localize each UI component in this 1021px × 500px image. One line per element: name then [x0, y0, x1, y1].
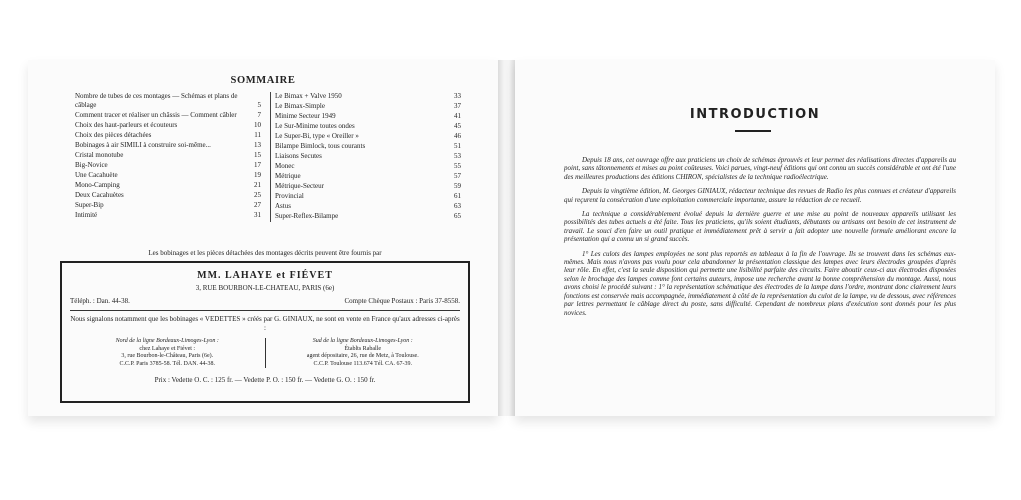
toc-entry: Comment tracer et réaliser un châssis — Comment câbler 7 — [75, 111, 261, 119]
toc-entry: Le Bimax + Valve 1950 33 — [275, 92, 461, 100]
depots-row — [70, 338, 460, 368]
intro-paragraph: Depuis 18 ans, cet ouvrage offre aux praticiens un choix de schémas éprouvés et leur permet des réalisations directes d'appareils au point, sans tâtonnements et mises au point coûteuses. Voici parues, vingt-neuf éditions qui ont connu un succès considérable et ont été l'une des meilleures productions des éditions CHIRON, spécialistes de la technique radioélectrique. — [564, 156, 956, 181]
vedettes-notice: Nous signalons notamment que les bobinages « VEDETTES » créés par G. GINIAUX, ne sont en vente en France qu'aux adresses ci-après : — [70, 315, 460, 332]
sommaire-title: SOMMAIRE — [230, 75, 296, 86]
introduction-title: INTRODUCTION — [689, 107, 821, 122]
toc-entry: Choix des pièces détachées 11 — [75, 131, 261, 139]
toc-entry: Bobinages à air SIMILI à construire soi-même... 13 — [75, 141, 261, 149]
toc-entry: Intimité 31 — [75, 211, 261, 219]
toc-entry: Provincial 61 — [275, 192, 461, 200]
toc-column-2 — [270, 92, 461, 222]
phone-text: Téléph. : Dan. 44-38. — [70, 297, 130, 305]
depot-line: Établts Raballe — [344, 345, 381, 352]
toc-entry: Choix des haut-parleurs et écouteurs 10 — [75, 121, 261, 129]
toc-entry: Liaisons Secutes 53 — [275, 152, 461, 160]
intro-paragraph: 1° Les culots des lampes employées ne sont plus reportés en tableaux à la fin de l'ouvrage. Ils se trouvent dans les schémas eux-mêmes. Mais nous n'avons pas voulu pour cela abandonner la présentation classique des lampes avec leurs électrodes groupées d'après leur rôle. En effet, c'est la seule disposition qui permette une lisibilité parfaite des circuits. Faire aboutir ceux-ci aux électrodes disposées selon le brochage des lampes comme font certains auteurs, impose une recherche avant la bonne compréhension du montage. Aussi, nous avons choisi le procédé suivant : 1° la représentation schématique des électrodes de la lampe dans l'ordre, montrant donc clairement leurs fonctions est conservée mais accompagnée, immédiatement à côté de la représentation du culot de la lampe, vu de dessous, avec références par lettres permettant le câblage direct du poste, sans difficulté. Cependant de nombreux plans d'exécution sont donnés pour les plus novices. — [564, 249, 956, 317]
toc-entry: Super-Bip 27 — [75, 201, 261, 209]
toc-entry: Monec 55 — [275, 162, 461, 170]
toc-entry: Mono-Camping 21 — [75, 181, 261, 189]
contact-row — [70, 297, 460, 306]
toc-entry: Minime Secteur 1949 41 — [275, 112, 461, 120]
depot-line: chez Lahaye et Fiévet : — [139, 345, 196, 352]
company-address: 3, RUE BOURBON-LE-CHATEAU, PARIS (6e) — [195, 284, 335, 292]
depot-heading: Nord de la ligne Bordeaux-Limoges-Lyon : — [115, 338, 219, 344]
toc-entry: Astus 63 — [275, 202, 461, 210]
price-line: Prix : Vedette O. C. : 125 fr. — Vedette P. O. : 150 fr. — Vedette G. O. : 150 fr. — [154, 376, 376, 384]
toc-entry: Le Sur-Minime toutes ondes 45 — [275, 122, 461, 130]
book-spine — [498, 60, 515, 416]
introduction-body — [564, 156, 956, 323]
depot-north — [70, 338, 266, 368]
depot-line: 3, rue Bourbon-le-Château, Paris (6e). — [121, 353, 214, 359]
depot-south — [266, 338, 461, 368]
depot-line: C.C.P. Paris 3785-58. Tél. DAN. 44-38. — [119, 360, 216, 367]
postal-account-text: Compte Chèque Postaux : Paris 37-8558. — [344, 297, 460, 305]
toc-entry: Métrique 57 — [275, 172, 461, 180]
depot-line: C.C.P. Toulouse 113.674 Tél. CA. 67-39. — [313, 360, 412, 367]
toc-entry: Bilampe Bimlock, tous courants 51 — [275, 142, 461, 150]
supplier-intro: Les bobinages et les pièces détachées des montages décrits peuvent être fournis par — [148, 249, 382, 257]
toc-entry: Nombre de tubes de ces montages — Schémas et plans de câblage 5 — [75, 92, 261, 109]
divider — [70, 310, 460, 311]
intro-paragraph: Depuis la vingtième édition, M. Georges GINIAUX, rédacteur technique des revues de Radio les plus connues et créateur d'appareils qui reçurent la consécration d'une exploitation commerciale importante, assure la rédaction de ce recueil. — [564, 187, 956, 204]
toc-entry: Le Super-Bi, type « Oreiller » 46 — [275, 132, 461, 140]
toc-entry: Cristal monotube 15 — [75, 151, 261, 159]
toc-entry: Le Bimax-Simple 37 — [275, 102, 461, 110]
toc-entry: Big-Novice 17 — [75, 161, 261, 169]
toc-column-1 — [75, 92, 261, 221]
depot-line: agent dépositaire, 26, rue de Metz, à Toulouse. — [306, 353, 419, 359]
supplier-box — [60, 261, 470, 403]
intro-paragraph: La technique a considérablement évolué depuis la dernière guerre et une mise au point de nouveaux appareils utilisant les possibilités des tubes actuels a été faite. Tous les praticiens, qu'ils soient étudiants, débutants ou artisans ont besoin de cet instrument de travail. Le souci d'en faire un outil pratique et immédiatement prêt à servir a fait adopter une nouvelle formule améliorant encore la présentation qui a connu un si grand succès. — [564, 210, 956, 244]
toc-entry: Métrique-Secteur 59 — [275, 182, 461, 190]
company-name: MM. LAHAYE et FIÉVET — [197, 270, 333, 281]
depot-heading: Sud de la ligne Bordeaux-Limoges-Lyon : — [312, 338, 413, 344]
toc-entry: Une Cacahuète 19 — [75, 171, 261, 179]
toc-entry: Super-Reflex-Bilampe 65 — [275, 212, 461, 220]
toc-entry: Deux Cacahuètes 25 — [75, 191, 261, 199]
supplier-section — [60, 249, 470, 403]
title-underline — [735, 130, 771, 132]
